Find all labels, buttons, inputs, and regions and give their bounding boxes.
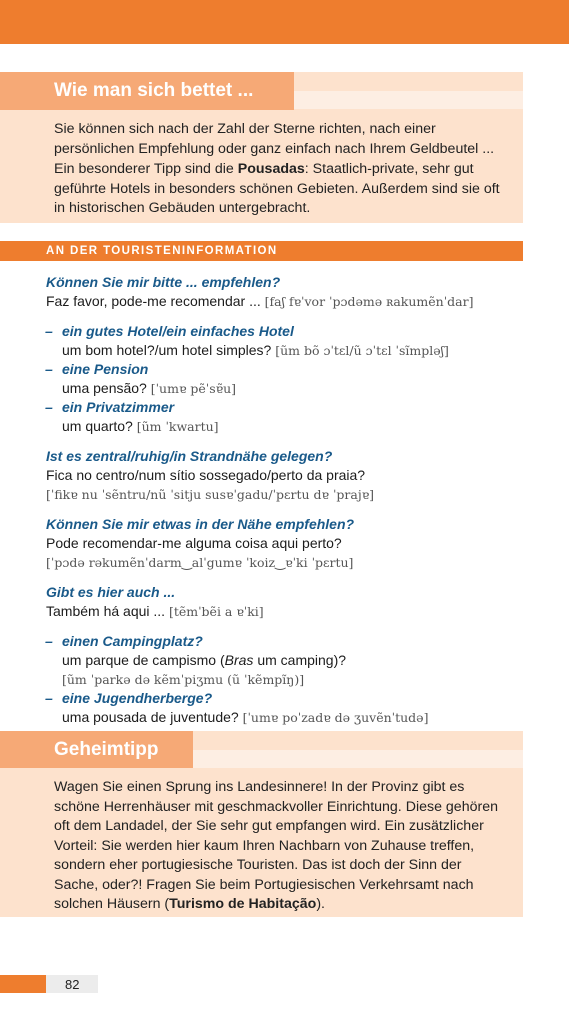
pronunciation-line	[46, 553, 516, 572]
portuguese-text: Também há aqui ...	[46, 603, 166, 619]
portuguese-answer: Pode recomendar-me alguma coisa aqui perto?	[46, 535, 342, 551]
info-box-title-text: Wie man sich bettet ...	[54, 80, 254, 101]
pronunciation: [ˈpɔdə rəkumẽnˈdarm‿alˈgumɐ ˈkoiz‿ɐˈki ˈpɛrtu]	[46, 555, 354, 570]
bold-term: Pousadas	[237, 161, 305, 177]
italic-abbreviation: Bras	[224, 652, 254, 668]
dash-bullet: –	[45, 361, 53, 377]
german-question: Gibt es hier auch ...	[46, 584, 176, 600]
tip-box-paragraph	[54, 778, 504, 915]
pronunciation: [ˈumɐ pẽˈsɐ̃u]	[150, 381, 237, 396]
portuguese-text: uma pensão?	[62, 380, 147, 396]
text-span: : Staatlich-private, sehr gut geführte Hotels in besonders schönen Gebieten. Außerdem sind sie oft in historischen Gebäuden untergebracht.	[54, 161, 500, 216]
option-german	[46, 360, 516, 379]
top-color-bar	[0, 0, 569, 44]
pronunciation: [ũm bõ ɔˈtɛl/ũ ɔˈtɛl ˈsĩmpləʃ]	[275, 343, 449, 358]
tip-box-title	[0, 731, 193, 768]
option-text: eine Jugendherberge?	[62, 690, 213, 706]
option-portuguese	[46, 417, 516, 436]
pronunciation: [ˈumɐ poˈzadɐ də ʒuvẽnˈtudə]	[242, 710, 429, 725]
dash-bullet: –	[45, 690, 53, 706]
phrase-group	[46, 447, 516, 504]
info-box-paragraph: Sie können sich nach der Zahl der Sterne richten, nach einer persönlichen Empfehlung oder ganz einfach nach Ihrem Geldbeutel ...	[54, 121, 495, 157]
portuguese-answer: Fica no centro/num sítio sossegado/perto da praia?	[46, 467, 366, 483]
german-question: Können Sie mir bitte ... empfehlen?	[46, 274, 281, 290]
option-portuguese	[46, 379, 516, 398]
pronunciation: [tẽmˈbẽi a ɐˈki]	[168, 604, 264, 619]
dash-bullet: –	[45, 633, 53, 649]
info-box-title	[0, 72, 294, 110]
portuguese-text: um bom hotel?/um hotel simples?	[62, 342, 272, 358]
dash-bullet: –	[45, 323, 53, 339]
phrase-list	[46, 273, 516, 738]
page-number-text: 82	[65, 976, 80, 992]
info-box-body	[54, 120, 504, 219]
phrase-group	[46, 515, 516, 572]
tip-box-title-text: Geheimtipp	[54, 738, 159, 760]
portuguese-answer	[46, 602, 516, 621]
pronunciation-line	[46, 485, 516, 504]
text-span: Wagen Sie einen Sprung ins Landesinnere! In der Provinz gibt es schöne Herrenhäuser mit geschmackvoller Einrichtung. Diese gehören oft dem Landadel, der Sie sehr gut empfangen wird. Ein zusätzlicher Vorteil: Sie werden hier kaum Ihren Nachbarn von Zuhause treffen, sondern eher portugiesische Touristen. Das ist doch der Sinn der Sache, oder?! Fragen Sie beim Portugiesischen Verkehrsamt nach solchen Häusern (	[54, 779, 498, 912]
pronunciation: [ˈfikɐ nu ˈsẽntru/nũ ˈsitju susɐˈgadu/ˈpɛrtu dɐ ˈprajɐ]	[46, 487, 375, 502]
info-box-header-strip	[294, 91, 523, 109]
phrase-group	[46, 273, 516, 311]
option-german	[46, 398, 516, 417]
option-portuguese	[46, 651, 516, 670]
info-box-paragraph	[54, 160, 504, 219]
page-number	[46, 975, 98, 993]
tip-box-body	[54, 778, 504, 915]
portuguese-text: um camping)?	[253, 652, 347, 668]
option-text: ein gutes Hotel/ein einfaches Hotel	[62, 323, 294, 339]
option-portuguese	[46, 341, 516, 360]
option-german	[46, 689, 516, 708]
german-question: Können Sie mir etwas in der Nähe empfehlen?	[46, 516, 355, 532]
text-span: ).	[316, 896, 325, 912]
pronunciation: [ũm ˈkwartu]	[136, 419, 219, 434]
portuguese-text: um parque de campismo (	[62, 652, 225, 668]
portuguese-text: um quarto?	[62, 418, 133, 434]
option-german	[46, 322, 516, 341]
section-header	[0, 241, 523, 261]
section-header-text: AN DER TOURISTENINFORMATION	[46, 245, 278, 257]
option-text: eine Pension	[62, 361, 149, 377]
phrase-options	[46, 632, 516, 727]
phrase-options	[46, 322, 516, 436]
german-question: Ist es zentral/ruhig/in Strandnähe gelegen?	[46, 448, 333, 464]
tip-box-header-strip	[193, 750, 523, 768]
text-span: Ein besonderer Tipp sind die	[54, 161, 238, 177]
pronunciation: [faʃ fɐˈvor ˈpɔdəmə ʀakumẽnˈdar]	[264, 294, 474, 309]
bold-term: Turismo de Habitação	[169, 896, 317, 912]
option-text: einen Campingplatz?	[62, 633, 203, 649]
option-german	[46, 632, 516, 651]
dash-bullet: –	[45, 399, 53, 415]
phrase-group	[46, 583, 516, 621]
option-text: ein Privatzimmer	[62, 399, 175, 415]
portuguese-text: uma pousada de juventude?	[62, 709, 239, 725]
pronunciation-line	[46, 670, 516, 689]
page-footer-bar	[0, 975, 46, 993]
option-portuguese	[46, 708, 516, 727]
pronunciation: [ũm ˈparkə də kẽmˈpiʒmu (ũ ˈkẽmpĩŋ)]	[62, 672, 305, 687]
portuguese-text: Faz favor, pode-me recomendar ...	[46, 293, 261, 309]
portuguese-answer	[46, 292, 516, 311]
